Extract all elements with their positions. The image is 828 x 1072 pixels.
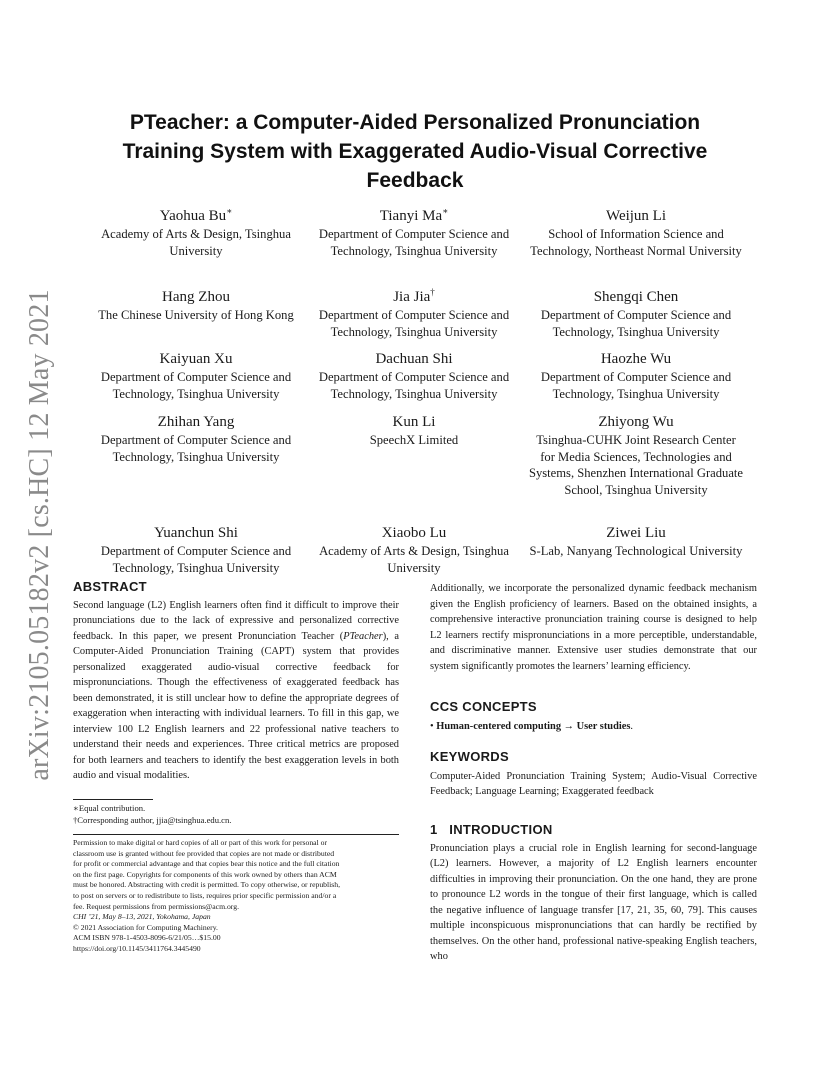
author-block bbox=[306, 408, 522, 449]
keywords-text: Computer-Aided Pronunciation Training System; Audio-Visual Corrective Feedback; Language Learning; Exaggerated feedback bbox=[430, 770, 757, 797]
author-block bbox=[88, 519, 304, 576]
author-name: Kun Li bbox=[392, 414, 436, 430]
permission-line: to post on servers or to redistribute to lists, requires prior specific permission and/or a bbox=[73, 890, 337, 900]
permission-line: must be honored. Abstracting with credit is permitted. To copy otherwise, or republish, bbox=[73, 880, 341, 890]
introduction-section bbox=[430, 822, 757, 965]
author-name: Zhihan Yang bbox=[157, 414, 235, 430]
permission-rule bbox=[73, 834, 399, 835]
author-name: Ziwei Liu bbox=[606, 525, 666, 541]
abstract-continued-text: Additionally, we incorporate the personalized dynamic feedback mechanism given the English proficiency of learners. Based on the obtained insights, a comprehensive interactive pronunciation training course is designed to help L2 learners rectify mispronunciations in a more perceptible, understandable, and discriminative manner. Extensive user studies demonstrate that our system significantly promotes the learners’ learning efficiency. bbox=[430, 583, 757, 672]
ccs-section bbox=[430, 699, 757, 734]
permission-line: Permission to make digital or hard copies of all or part of this work for personal or bbox=[73, 838, 328, 847]
footnotes bbox=[73, 802, 399, 826]
permission-block bbox=[73, 838, 399, 955]
author-block bbox=[88, 202, 304, 259]
author-name: Kaiyuan Xu bbox=[159, 351, 233, 367]
footnote-rule bbox=[73, 799, 153, 800]
abstract-heading: ABSTRACT bbox=[73, 579, 147, 594]
author-name: Yuanchun Shi bbox=[154, 525, 238, 541]
author-affiliation: S-Lab, Nanyang Technological University bbox=[529, 544, 743, 558]
author-affiliation: Department of Computer Science and Technology, Tsinghua University bbox=[100, 370, 292, 401]
footnote-corresponding-author: †Corresponding author, jjia@tsinghua.edu.cn. bbox=[73, 815, 232, 825]
permission-line: on the first page. Copyrights for components of this work owned by others than ACM bbox=[73, 869, 337, 879]
author-name: Hang Zhou bbox=[162, 289, 230, 305]
author-affiliation: Department of Computer Science and Technology, Tsinghua University bbox=[100, 544, 292, 575]
author-block bbox=[528, 408, 744, 498]
copyright-line: © 2021 Association for Computing Machinery. bbox=[73, 922, 218, 932]
doi-link[interactable]: https://doi.org/10.1145/3411764.3445490 bbox=[73, 943, 201, 953]
author-name: Tianyi Ma∗ bbox=[379, 206, 449, 224]
footnote-equal-contribution: ∗Equal contribution. bbox=[73, 803, 146, 813]
author-affiliation: Academy of Arts & Design, Tsinghua University bbox=[101, 227, 291, 258]
abstract-text: Second language (L2) English learners often find it difficult to improve their pronunciations due to the lack of expressive and personalized corrective feedback. In this paper, we present Pronunciation Teacher (PTeacher), a Computer-Aided Pronunciation Training (CAPT) system that provides personalized exaggerated audio-visual corrective feedback for mispronunciations. Though the effectiveness of exaggerated feedback has been demonstrated, it is still unclear how to define the appropriate degrees of exaggeration when interacting with individual learners. To fill in this gap, we interview 100 L2 English learners and 22 professional native teachers to understand their needs and experiences. Three critical metrics are proposed for both learners and teachers to identify the best exaggeration levels in both audio and visual modalities. bbox=[73, 599, 399, 781]
ccs-heading: CCS CONCEPTS bbox=[430, 699, 537, 714]
author-affiliation: Department of Computer Science and Technology, Tsinghua University bbox=[540, 308, 732, 339]
paper-title: PTeacher: a Computer-Aided Personalized Pronunciation Training System with Exaggerated Audio-Visual Corrective Feedback bbox=[122, 111, 708, 192]
introduction-heading: 1 INTRODUCTION bbox=[430, 822, 553, 837]
author-affiliation: School of Information Science and Technology, Northeast Normal University bbox=[530, 227, 742, 258]
author-block bbox=[306, 202, 522, 259]
author-block bbox=[528, 283, 744, 340]
keywords-heading: KEYWORDS bbox=[430, 749, 509, 764]
introduction-text: Pronunciation plays a crucial role in English learning for second-language (L2) learners. However, a majority of L2 English learners encounter difficulties in improving their pronunciation. On the one hand, they are prone to pronounce L2 words in the tongue of their first language, which is called the negative influence of language transfer [17, 21, 35, 60, 79]. This causes multiple inconspicuous mispronunciations that can hardly be rectified by themselves. On the other hand, professional native-speaking English teachers, who bbox=[430, 842, 757, 962]
author-affiliation: Department of Computer Science and Technology, Tsinghua University bbox=[318, 370, 510, 401]
author-affiliation: Department of Computer Science and Technology, Tsinghua University bbox=[318, 308, 510, 339]
abstract-section bbox=[73, 579, 399, 784]
author-block bbox=[528, 519, 744, 560]
abstract-continued bbox=[430, 581, 757, 674]
author-block bbox=[306, 345, 522, 402]
author-block bbox=[528, 345, 744, 402]
author-affiliation: The Chinese University of Hong Kong bbox=[98, 308, 294, 322]
author-affiliation: SpeechX Limited bbox=[369, 433, 459, 447]
author-name: Yaohua Bu∗ bbox=[159, 206, 233, 224]
isbn-line: ACM ISBN 978-1-4503-8096-6/21/05…$15.00 bbox=[73, 933, 221, 943]
author-name: Shengqi Chen bbox=[593, 289, 679, 305]
author-block bbox=[88, 283, 304, 324]
author-affiliation: Academy of Arts & Design, Tsinghua University bbox=[319, 544, 509, 575]
author-name: Zhiyong Wu bbox=[598, 414, 674, 430]
author-name: Haozhe Wu bbox=[600, 351, 672, 367]
author-block bbox=[528, 202, 744, 259]
author-block bbox=[306, 519, 522, 576]
ccs-item: • Human-centered computing → User studies. bbox=[430, 720, 634, 732]
author-name: Weijun Li bbox=[605, 208, 667, 224]
arxiv-stamp: arXiv:2105.05182v2 [cs.HC] 12 May 2021 bbox=[24, 289, 55, 781]
permission-line: classroom use is granted without fee provided that copies are not made or distributed bbox=[73, 848, 335, 858]
conference-line: CHI ’21, May 8–13, 2021, Yokohama, Japan bbox=[73, 912, 211, 922]
author-affiliation: Department of Computer Science and Technology, Tsinghua University bbox=[540, 370, 732, 401]
author-affiliation: Department of Computer Science and Technology, Tsinghua University bbox=[100, 433, 292, 464]
permission-line: fee. Request permissions from permissions@acm.org. bbox=[73, 901, 239, 911]
author-block bbox=[88, 408, 304, 465]
author-block bbox=[306, 283, 522, 340]
author-name: Jia Jia† bbox=[393, 287, 435, 305]
author-block bbox=[88, 345, 304, 402]
author-name: Dachuan Shi bbox=[375, 351, 453, 367]
permission-line: for profit or commercial advantage and that copies bear this notice and the full citation bbox=[73, 859, 340, 869]
author-affiliation: Department of Computer Science and Technology, Tsinghua University bbox=[318, 227, 510, 258]
author-affiliation: Tsinghua-CUHK Joint Research Center for Media Sciences, Technologies and Systems, Shenzhen International Graduate School, Tsinghua University bbox=[528, 433, 744, 497]
keywords-section bbox=[430, 749, 757, 800]
author-name: Xiaobo Lu bbox=[381, 525, 447, 541]
